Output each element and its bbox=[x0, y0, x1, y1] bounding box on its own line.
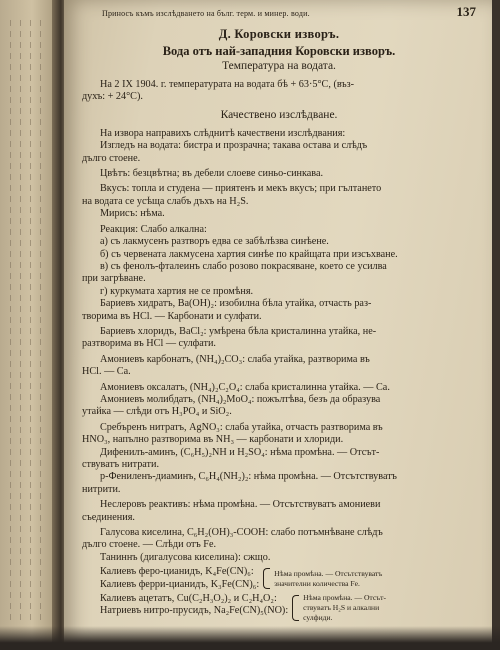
qualitative-title: Качествено изслѣдване. bbox=[220, 109, 338, 122]
text-line: Бариевъ хидратъ, Ba(OH)₂: изобилна бѣла утайка, отчасть раз- bbox=[100, 298, 372, 310]
text-line: Дифенилъ-аминъ, (C₆H₅)₂NH и H₂SO₄: нѣма промѣна. — Отсът- bbox=[100, 446, 380, 458]
text-line: Калиевъ ферри-цианидъ, K₃Fe(CN)₆: bbox=[100, 578, 260, 590]
text-line: дълго стоене. bbox=[82, 152, 141, 164]
text-line: на водата се усѣща слабъ дъхъ на H₂S. bbox=[82, 195, 249, 207]
right-edge bbox=[492, 0, 500, 650]
text-line: нитрити. bbox=[82, 483, 121, 495]
bracket-group-iron bbox=[82, 566, 476, 591]
bracket-note bbox=[274, 566, 382, 591]
text-line: Галусова киселина, C₆H₂(OH)₃-COOH: слабо потъмнѣване слѣдъ bbox=[100, 527, 383, 539]
page-text bbox=[82, 6, 476, 623]
text-line: Сребъренъ нитратъ, AgNO₃: слаба утайка, отчасть разтворима въ bbox=[100, 421, 383, 433]
left-page-edge bbox=[0, 0, 58, 650]
table-surface bbox=[0, 626, 500, 650]
text-line: утайка — слѣди отъ H₃PO₄ и SiO₂. bbox=[82, 406, 232, 418]
text-line: Бариевъ хлоридъ, BaCl₂: умѣрена бѣла кристалинна утайка, не- bbox=[100, 325, 377, 337]
note-line: значителни количества Fe. bbox=[274, 578, 360, 588]
text-line: На извора направихъ слѣднитѣ качествени изслѣдвания: bbox=[100, 127, 346, 139]
text-line: Цвѣтъ: безцвѣтна; въ дебели слоеве синьо-синкава. bbox=[100, 168, 324, 180]
text-line: Амониевъ карбонатъ, (NH₄)₂CO₃: слаба утайка, разтворима въ bbox=[100, 353, 370, 365]
text-line: в) съ фенолъ-фталеинъ слабо розово покрасяване, което се усилва bbox=[100, 260, 387, 272]
brace-mark bbox=[263, 568, 270, 589]
temperature-line-2: духъ: + 24°C). bbox=[82, 91, 143, 103]
note-line: Нѣма промѣна. — Отсът- bbox=[303, 593, 386, 603]
text-line: Вкусъ: топла и студена — приятенъ и мекъ вкусъ; при гълтането bbox=[100, 183, 382, 195]
text-line: Амониевъ молибдатъ, (NH₄)₂MoO₄: пожълтѣва, безъ да образува bbox=[100, 393, 381, 405]
text-line: творима въ HCl. — Карбонати и сулфати. bbox=[82, 310, 262, 322]
text-line: Амониевъ оксалатъ, (NH₄)₂C₂O₄: слаба кристалинна утайка. — Ca. bbox=[100, 381, 390, 393]
note-line: Нѣма промѣна. — Отсътствуватъ bbox=[274, 568, 383, 578]
brace-mark bbox=[292, 595, 299, 621]
text-line: HNO₃, напълно разтворима въ NH₃ — карбонати и хлориди. bbox=[82, 434, 344, 446]
text-line: Изгледъ на водата: бистра и прозрачна; такава остава и слѣдъ bbox=[100, 140, 368, 152]
text-line: Калиевъ ацетатъ, Cu(C₂H₃O₂)₂ и C₂H₄O₂: bbox=[100, 593, 277, 605]
section-heading: Д. Коровски изворъ. bbox=[218, 27, 340, 42]
temperature-title: Температура на водата. bbox=[222, 60, 336, 73]
note-line: сулфиди. bbox=[303, 613, 333, 623]
temperature-line-1: На 2 IX 1904. г. температурата на водата бѣ + 63·5°C, (въз- bbox=[100, 78, 355, 90]
text-line: p-Фениленъ-диаминъ, C₆H₄(NH₂)₂: нѣма промѣна. — Отсътствуватъ bbox=[100, 471, 397, 483]
text-line: съединения. bbox=[82, 511, 135, 523]
running-title: Приносъ къмъ изслѣдването на бълг. терм. и минер. води. bbox=[102, 9, 310, 18]
bracket-group-sulfide bbox=[82, 593, 476, 623]
text-line: при загрѣване. bbox=[82, 273, 146, 285]
text-line: Мирисъ: нѣма. bbox=[100, 208, 165, 220]
text-line: г) куркумата хартия не се промѣня. bbox=[100, 285, 254, 297]
page-number: 137 bbox=[456, 4, 476, 19]
text-line: а) съ лакмусенъ разтворъ едва се забѣлѣзва синѣене. bbox=[100, 236, 329, 248]
text-line: разтворима въ HCl — сулфати. bbox=[82, 338, 216, 350]
text-line: Таниннъ (дигалусова киселина): сжщо. bbox=[100, 551, 271, 563]
text-line: Неслеровъ реактивъ: нѣма промѣна. — Отсътствуватъ амониеви bbox=[100, 499, 381, 511]
test-lines bbox=[82, 128, 476, 564]
text-line: дълго стоене. — Слѣди отъ Fe. bbox=[82, 539, 217, 551]
bracket-note bbox=[303, 593, 386, 623]
note-line: ствуватъ H₂S и алкални bbox=[303, 603, 380, 613]
running-header bbox=[82, 6, 476, 20]
text-line: HCl. — Ca. bbox=[82, 366, 131, 378]
text-line: Натриевъ нитро-прусидъ, Na₂Fe(CN)₅(NO): bbox=[100, 605, 289, 617]
text-line: Реакция: Слабо алкална: bbox=[100, 223, 207, 235]
text-line: Калиевъ феро-цианидъ, K₄Fe(CN)₆: bbox=[100, 566, 254, 578]
text-line: ствуватъ нитрати. bbox=[82, 459, 160, 470]
section-subheading: Вода отъ най-западния Коровски изворъ. bbox=[162, 43, 396, 58]
text-line: б) съ червената лакмусена хартия синѣе по крайщата при изсъхване. bbox=[100, 248, 398, 260]
